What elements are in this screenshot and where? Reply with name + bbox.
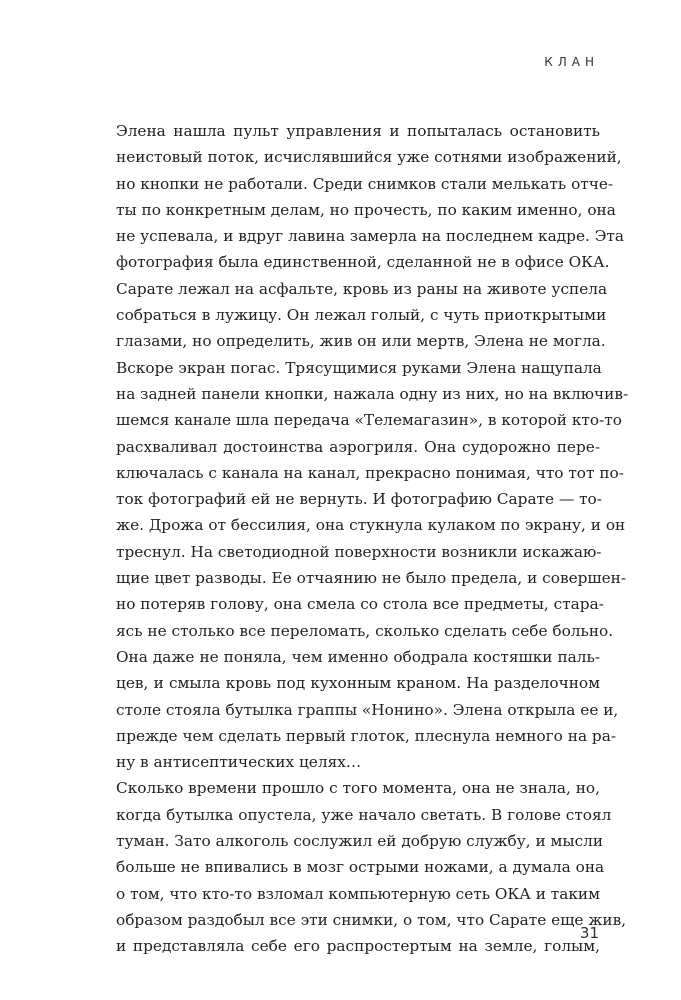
text-line: Вскоре экран погас. Трясущимися руками Элена нащупала [116, 358, 602, 377]
text-line: прежде чем сделать первый глоток, плеснула немного на ра- [116, 726, 617, 745]
running-header: КЛАН [544, 55, 599, 69]
body-text [82, 118, 629, 960]
text-line: и представляла себе его распростертым на земле, голым, [116, 937, 600, 956]
text-line: когда бутылка опустела, уже начало светать. В голове стоял [116, 805, 612, 824]
text-line: глазами, но определить, жив он или мертв, Элена не могла. [116, 332, 606, 351]
text-line: щие цвет разводы. Ее отчаянию не было предела, и совершен- [116, 569, 627, 588]
text-line: фотография была единственной, сделанной не в офисе ОКА. [116, 253, 610, 272]
text-line: треснул. На светодиодной поверхности возникли искажаю- [116, 542, 602, 561]
text-line: ключалась с канала на канал, прекрасно понимая, что тот по- [116, 463, 624, 482]
paragraph [82, 775, 627, 959]
text-line: столе стояла бутылка граппы «Нонино». Элена открыла ее и, [116, 700, 619, 719]
paragraph [82, 355, 629, 776]
text-line: образом раздобыл все эти снимки, о том, что Сарате еще жив, [116, 910, 627, 929]
text-line: расхваливал достоинства аэрогриля. Она судорожно пере- [116, 437, 600, 456]
text-line: больше не впивались в мозг острыми ножами, а думала она [116, 858, 605, 877]
paragraph [82, 118, 625, 355]
text-line: Сколько времени прошло с того момента, она не знала, но, [116, 779, 600, 798]
text-line: же. Дрожа от бессилия, она стукнула кулаком по экрану, и он [116, 516, 626, 535]
text-line: Элена нашла пульт управления и попыталась остановить [116, 122, 600, 140]
text-line: ты по конкретным делам, но прочесть, по каким именно, она [116, 200, 616, 219]
text-line: на задней панели кнопки, нажала одну из них, но на включив- [116, 384, 629, 403]
text-line: собраться в лужицу. Он лежал голый, с чуть приоткрытыми [116, 306, 607, 325]
text-line: Сарате лежал на асфальте, кровь из раны на животе успела [116, 279, 608, 298]
text-line: ток фотографий ей не вернуть. И фотографию Сарате — то- [116, 490, 602, 509]
text-line: но потеряв голову, она смела со стола все предметы, стара- [116, 595, 604, 614]
text-line: о том, что кто-то взломал компьютерную сеть ОКА и таким [116, 884, 601, 903]
text-line: ясь не столько все переломать, сколько сделать себе больно. [116, 621, 614, 640]
text-line: но кнопки не работали. Среди снимков стали мелькать отче- [116, 174, 614, 193]
text-line: ну в антисептических целях… [116, 753, 362, 772]
text-line: Она даже не поняла, чем именно ободрала костяшки паль- [116, 647, 600, 666]
text-line: туман. Зато алкоголь сослужил ей добрую службу, и мысли [116, 832, 604, 851]
text-line: шемся канале шла передача «Телемагазин», в которой кто-то [116, 411, 622, 430]
text-line: неистовый поток, исчислявшийся уже сотнями изображений, [116, 148, 622, 167]
page-number: 31 [579, 924, 599, 942]
text-line: цев, и смыла кровь под кухонным краном. На разделочном [116, 674, 600, 693]
text-line: не успевала, и вдруг лавина замерла на последнем кадре. Эта [116, 227, 625, 246]
